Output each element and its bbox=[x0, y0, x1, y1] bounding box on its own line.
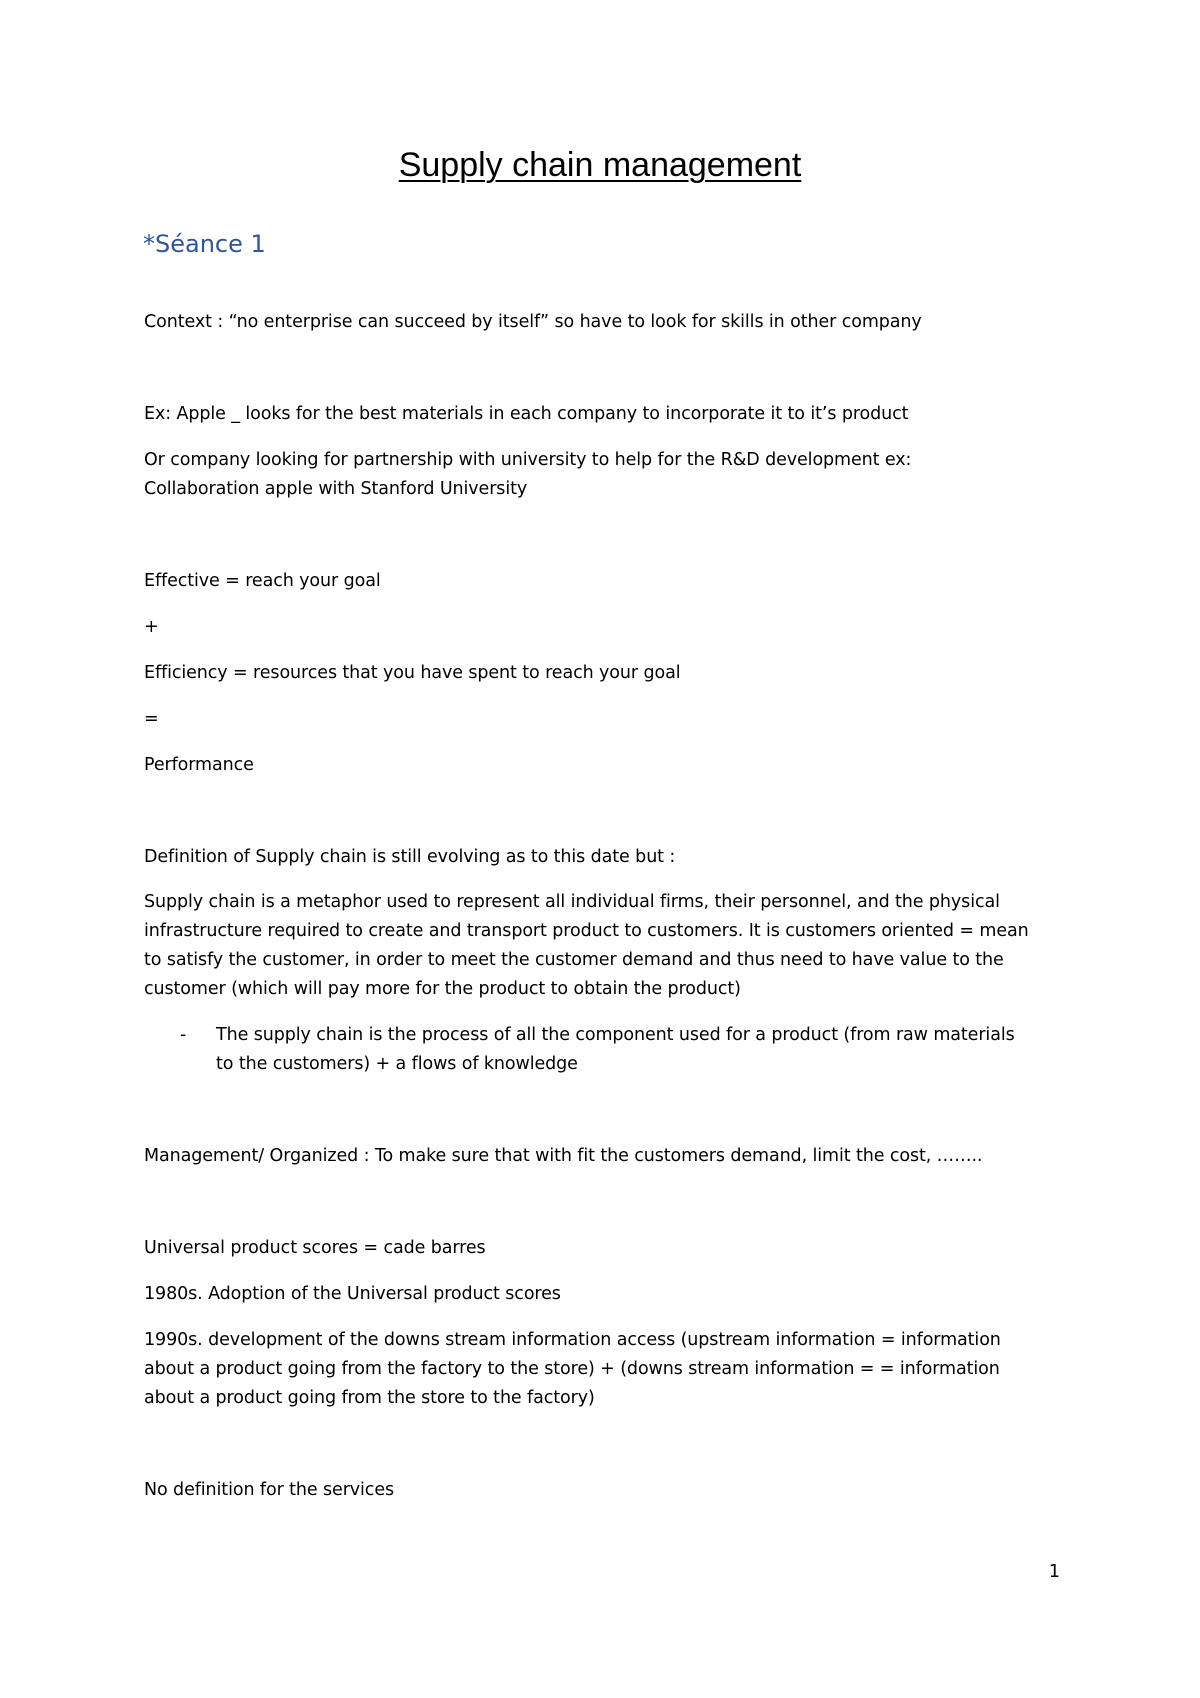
upc-line: Universal product scores = cade barres bbox=[144, 1238, 486, 1258]
metaphor-line-4: customer (which will pay more for the product to obtain the product) bbox=[144, 979, 741, 999]
page-title: Supply chain management bbox=[398, 146, 802, 184]
year-1980-line: 1980s. Adoption of the Universal product scores bbox=[144, 1284, 561, 1304]
session-heading: *Séance 1 bbox=[143, 230, 266, 258]
bullet-line-2: to the customers) + a flows of knowledge bbox=[216, 1054, 578, 1074]
context-line: Context : “no enterprise can succeed by itself” so have to look for skills in other company bbox=[144, 312, 922, 332]
effective-line: Effective = reach your goal bbox=[144, 571, 381, 591]
apple-example-line: Ex: Apple _ looks for the best materials in each company to incorporate it to it’s product bbox=[144, 404, 909, 424]
plus-sign: + bbox=[144, 617, 159, 637]
year-1990-line-3: about a product going from the store to the factory) bbox=[144, 1388, 595, 1408]
partnership-line-2: Collaboration apple with Stanford University bbox=[144, 479, 528, 499]
efficiency-line: Efficiency = resources that you have spent to reach your goal bbox=[144, 663, 681, 683]
year-1990-line-1: 1990s. development of the downs stream information access (upstream information = information bbox=[144, 1330, 1001, 1350]
metaphor-line-1: Supply chain is a metaphor used to represent all individual firms, their personnel, and the physical bbox=[144, 892, 1000, 912]
performance-line: Performance bbox=[144, 755, 254, 775]
partnership-line-1: Or company looking for partnership with university to help for the R&D development ex: bbox=[144, 450, 912, 470]
page-number: 1 bbox=[1048, 1562, 1060, 1582]
metaphor-line-3: to satisfy the customer, in order to meet the customer demand and thus need to have value to the bbox=[144, 950, 1004, 970]
year-1990-line-2: about a product going from the factory to the store) + (downs stream information = = information bbox=[144, 1359, 1000, 1379]
metaphor-line-2: infrastructure required to create and transport product to customers. It is customers oriented = mean bbox=[144, 921, 1029, 941]
equals-sign: = bbox=[144, 709, 159, 729]
bullet-line-1: The supply chain is the process of all the component used for a product (from raw materials bbox=[216, 1025, 1015, 1045]
services-line: No definition for the services bbox=[144, 1480, 395, 1500]
management-line: Management/ Organized : To make sure that with fit the customers demand, limit the cost, …….. bbox=[144, 1146, 983, 1166]
definition-intro-line: Definition of Supply chain is still evolving as to this date but : bbox=[144, 847, 676, 867]
bullet-dash: - bbox=[180, 1025, 187, 1045]
